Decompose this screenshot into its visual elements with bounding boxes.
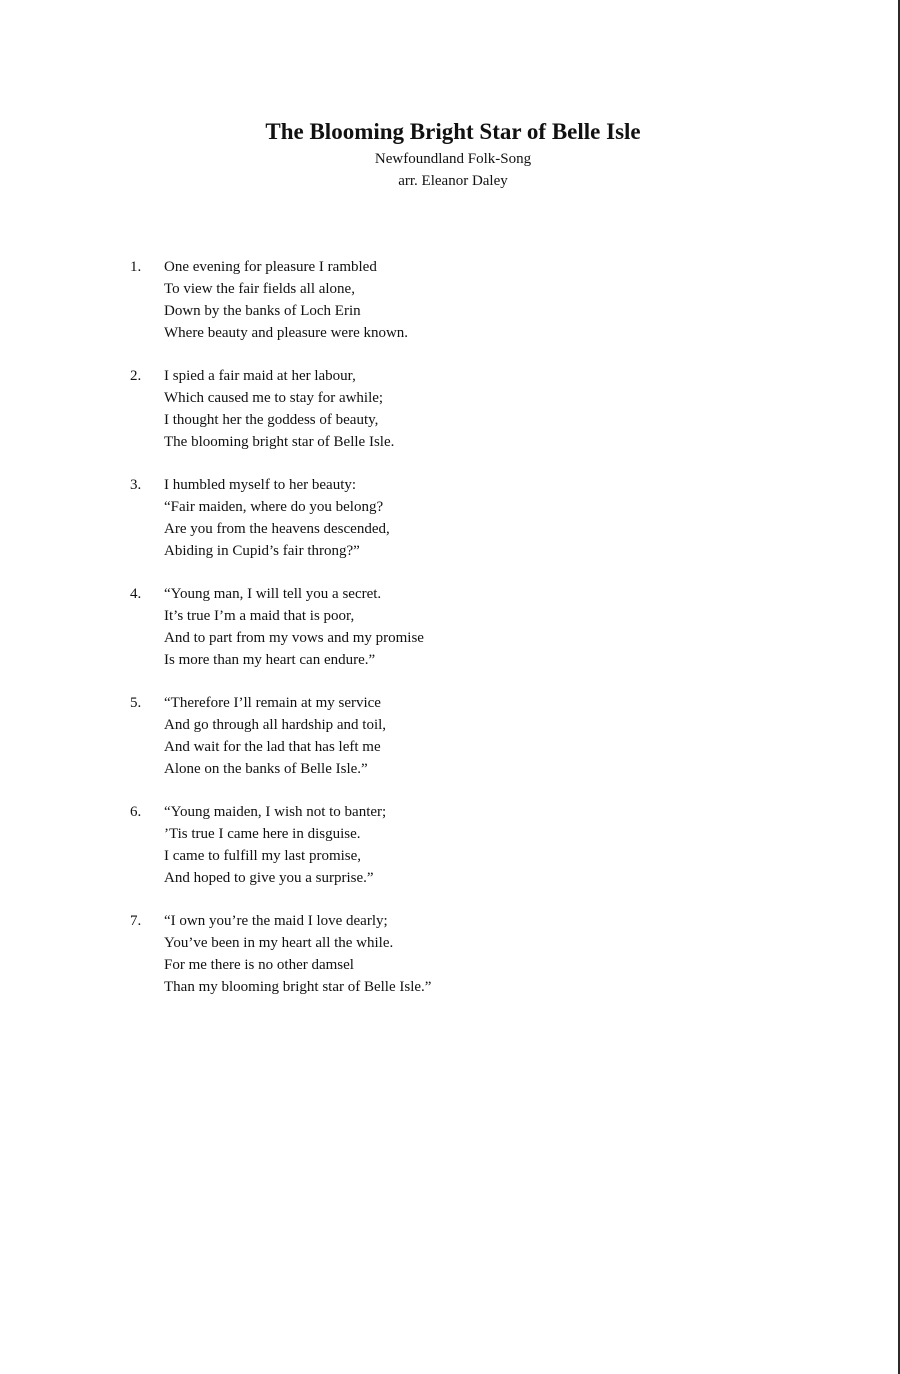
verse-line: I thought her the goddess of beauty, — [164, 412, 379, 428]
verse-lines — [164, 910, 431, 998]
verse-2 — [0, 365, 900, 474]
verse-5 — [0, 692, 900, 801]
verse-line: And to part from my vows and my promise — [164, 630, 424, 646]
verse-number: 5. — [130, 695, 142, 711]
verse-1 — [0, 256, 900, 365]
verse-number: 1. — [130, 259, 142, 275]
verse-line: You’ve been in my heart all the while. — [164, 935, 394, 951]
verse-line: “Young maiden, I wish not to banter; — [164, 804, 387, 820]
verse-line: Down by the banks of Loch Erin — [164, 303, 361, 319]
verse-line: The blooming bright star of Belle Isle. — [164, 434, 395, 450]
verse-lines — [164, 474, 390, 562]
verse-lines — [164, 583, 424, 671]
document-title: The Blooming Bright Star of Belle Isle — [265, 119, 641, 144]
verse-line: I came to fulfill my last promise, — [164, 848, 362, 864]
verse-line: ’Tis true I came here in disguise. — [164, 826, 361, 842]
verse-4 — [0, 583, 900, 692]
verse-line: Alone on the banks of Belle Isle.” — [164, 761, 368, 777]
verse-line: To view the fair fields all alone, — [164, 281, 355, 297]
verse-lines — [164, 256, 408, 344]
verse-number: 2. — [130, 368, 142, 384]
verse-line: “Young man, I will tell you a secret. — [164, 586, 382, 602]
document-arranger: arr. Eleanor Daley — [398, 173, 508, 189]
verse-lines — [164, 801, 386, 889]
verse-line: One evening for pleasure I rambled — [164, 259, 377, 275]
document-header — [0, 116, 900, 192]
verse-number: 4. — [130, 586, 142, 602]
verse-number: 7. — [130, 913, 142, 929]
verse-lines — [164, 692, 386, 780]
verse-line: It’s true I’m a maid that is poor, — [164, 608, 355, 624]
verse-line: “I own you’re the maid I love dearly; — [164, 913, 388, 929]
verse-line: And hoped to give you a surprise.” — [164, 870, 374, 886]
verse-7 — [0, 910, 900, 1019]
verse-line: Is more than my heart can endure.” — [164, 652, 376, 668]
verse-line: “Fair maiden, where do you belong? — [164, 499, 384, 515]
verse-line: And wait for the lad that has left me — [164, 739, 381, 755]
verse-line: “Therefore I’ll remain at my service — [164, 695, 381, 711]
verse-list — [0, 256, 900, 1019]
verse-line: Where beauty and pleasure were known. — [164, 325, 409, 341]
verse-3 — [0, 474, 900, 583]
verse-line: I humbled myself to her beauty: — [164, 477, 357, 493]
verse-6 — [0, 801, 900, 910]
verse-line: Are you from the heavens descended, — [164, 521, 390, 537]
document-subtitle: Newfoundland Folk-Song — [374, 151, 532, 167]
verse-line: And go through all hardship and toil, — [164, 717, 387, 733]
verse-lines — [164, 365, 394, 453]
verse-line: Than my blooming bright star of Belle Isle.” — [164, 979, 432, 995]
verse-number: 6. — [130, 804, 142, 820]
verse-line: For me there is no other damsel — [164, 957, 354, 973]
verse-line: I spied a fair maid at her labour, — [164, 368, 356, 384]
verse-number: 3. — [130, 477, 142, 493]
verse-line: Abiding in Cupid’s fair throng?” — [164, 543, 360, 559]
verse-line: Which caused me to stay for awhile; — [164, 390, 384, 406]
